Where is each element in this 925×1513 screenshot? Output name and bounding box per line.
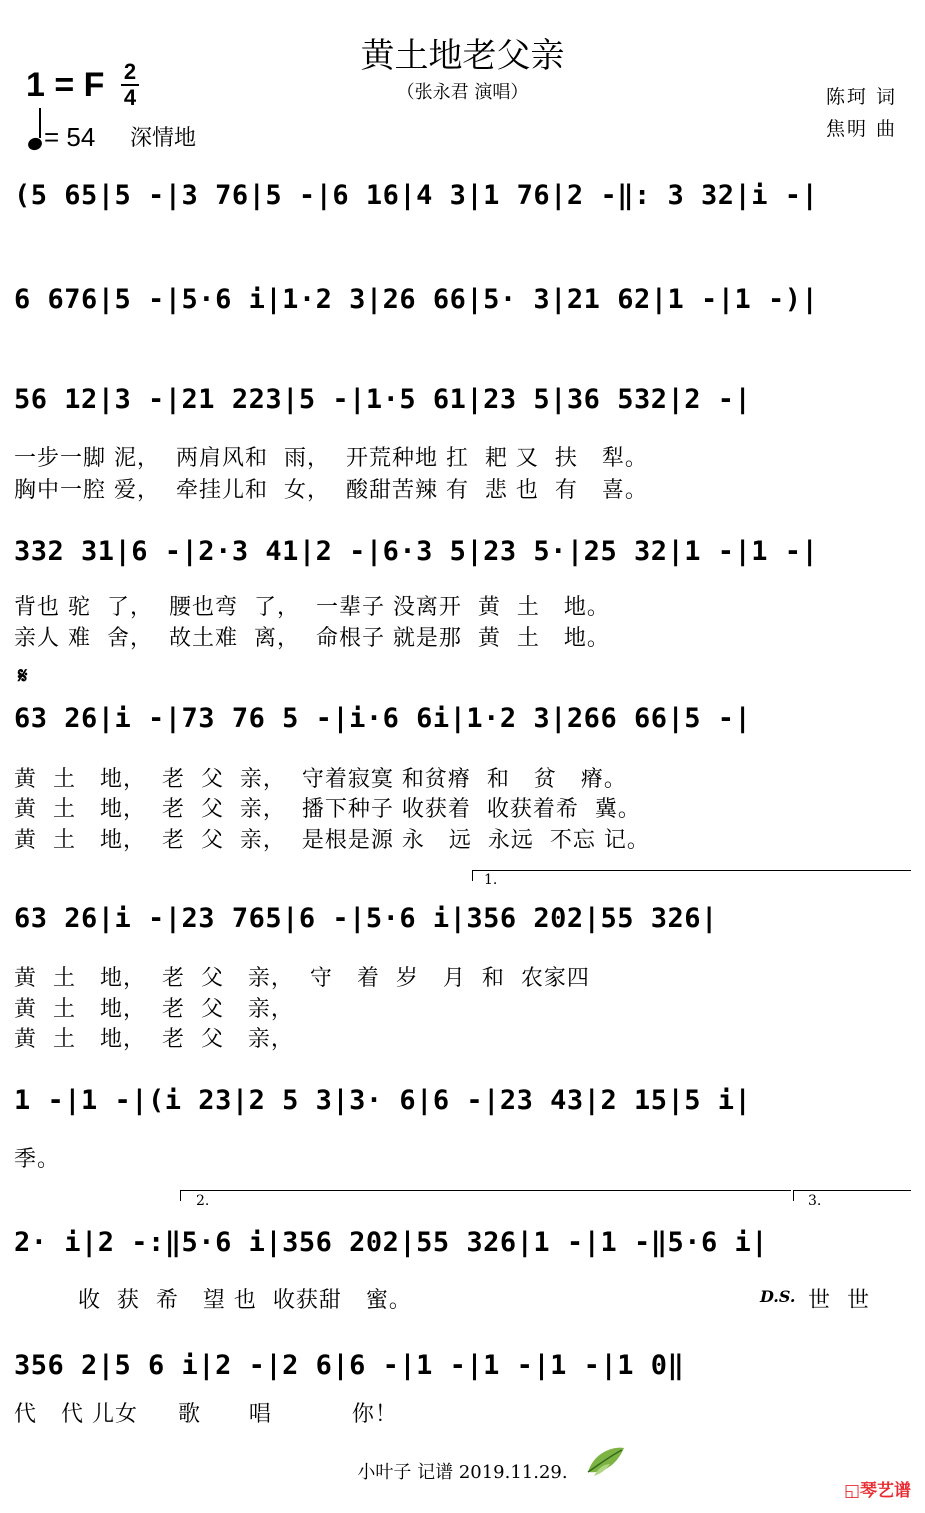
lyric-line: 一步一脚 泥， 两肩风和 雨， 开荒种地 扛 耙 又 扶 犁。 (14, 446, 648, 471)
key-signature: 1 = F (26, 66, 105, 104)
score-system-8: 2· i|2 -:‖5·6 i|356 202|55 326|1 -|1 -‖5·6 i| (14, 1227, 768, 1258)
logo-mark-icon: ◱ (843, 1481, 860, 1501)
score-system-9: 356 2|5 6 i|2 -|2 6|6 -|1 -|1 -|1 -|1 0‖ (14, 1350, 685, 1381)
lyric-line: 胸中一腔 爱， 牵挂儿和 女， 酸甜苦辣 有 悲 也 有 喜。 (14, 478, 648, 503)
lyric-line: 背也 驼 了， 腰也弯 了， 一辈子 没离开 黄 土 地。 (14, 595, 610, 620)
lyricist-credit: 陈珂 词 (825, 86, 897, 108)
lyric-line: 黄 土 地， 老 父 亲， 守 着 岁 月 和 农家四 (14, 966, 590, 991)
meter-top: 2 (123, 59, 137, 84)
volta-1-label: 1. (484, 872, 498, 888)
leaf-icon (584, 1442, 628, 1482)
lyric-line: 收 获 希 望 也 收获甜 蜜。 (14, 1288, 412, 1313)
score-system-5: 63 26|i -|73 76 5 -|i·6 6i|1·2 3|266 66|5 -| (14, 703, 752, 734)
time-signature (118, 60, 142, 110)
lyric-line: 黄 土 地， 老 父 亲， (14, 997, 294, 1022)
volta-2-label: 2. (196, 1193, 210, 1209)
score-system-6: 63 26|i -|23 765|6 -|5·6 i|356 202|55 326| (14, 903, 718, 934)
lyric-line: 黄 土 地， 老 父 亲， 守着寂寞 和贫瘠 和 贫 瘠。 (14, 767, 627, 792)
volta-bracket-1 (472, 870, 911, 881)
score-system-2: 6 676|5 -|5·6 i|1·2 3|26 66|5· 3|21 62|1 -|1 -)| (14, 284, 819, 315)
expression-mark: 深情地 (130, 126, 197, 151)
logo-text: 琴艺谱 (860, 1481, 911, 1501)
volta-3-label: 3. (808, 1193, 822, 1209)
lyric-line: 季。 (14, 1147, 61, 1172)
lyric-line: 黄 土 地， 老 父 亲， 播下种子 收获着 收获着希 冀。 (14, 797, 641, 822)
score-system-3: 56 12|3 -|21 223|5 -|1·5 61|23 5|36 532|2 -| (14, 384, 752, 415)
lyric-line: 世 世 (808, 1288, 870, 1313)
score-system-1: (5 65|5 -|3 76|5 -|6 16|4 3|1 76|2 -‖: 3 32|i -| (14, 180, 819, 211)
quarter-note-icon (26, 136, 43, 152)
volta-bracket-2 (180, 1190, 791, 1201)
segno-sign: 𝄋 (18, 664, 28, 689)
meter-bottom: 4 (123, 85, 137, 110)
lyric-line: 黄 土 地， 老 父 亲， (14, 1027, 294, 1052)
score-system-4: 332 31|6 -|2·3 41|2 -|6·3 5|23 5·|25 32|1 -|1 -| (14, 536, 819, 567)
note-stem (39, 108, 41, 138)
subtitle: （张永君 演唱） (396, 82, 529, 103)
lyric-line: 代 代 儿女 歌 唱 你！ (14, 1402, 398, 1427)
transcriber-credit: 小叶子 记谱 2019.11.29. (357, 1462, 568, 1483)
dal-segno-mark: D.S. (760, 1287, 796, 1306)
tempo-marking (28, 116, 95, 153)
score-system-7: 1 -|1 -|(i 23|2 5 3|3· 6|6 -|23 43|2 15|5 i| (14, 1085, 752, 1116)
page-title: 黄土地老父亲 (360, 36, 565, 76)
tempo-value: = 54 (44, 122, 96, 152)
lyric-line: 亲人 难 舍， 故土难 离， 命根子 就是那 黄 土 地。 (14, 626, 610, 651)
composer-credit: 焦明 曲 (825, 118, 897, 140)
site-logo (844, 1476, 911, 1501)
lyric-line: 黄 土 地， 老 父 亲， 是根是源 永 远 永远 不忘 记。 (14, 828, 650, 853)
